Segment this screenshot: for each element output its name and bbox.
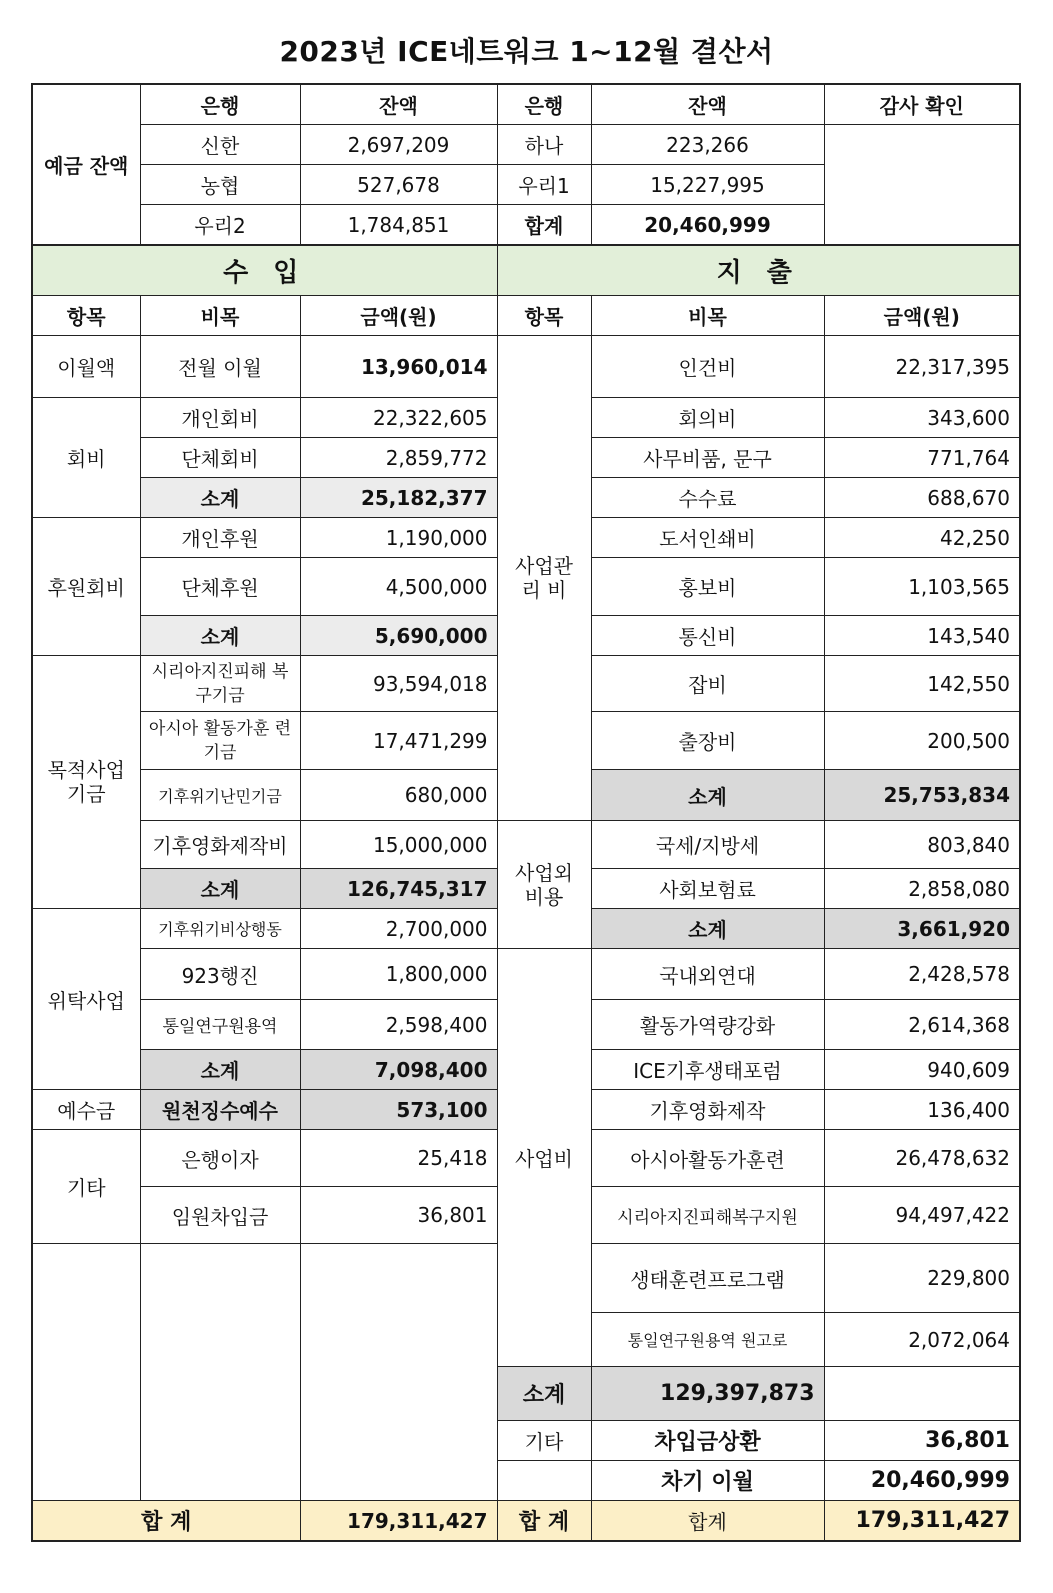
income-subtotal-label: 소계	[140, 478, 300, 518]
expense-subtotal: 25,753,834	[824, 770, 1020, 821]
income-amount: 680,000	[300, 770, 497, 821]
income-amount: 36,801	[300, 1187, 497, 1244]
income-amount: 1,800,000	[300, 949, 497, 1000]
expense-item: 아시아활동가훈련	[591, 1130, 824, 1187]
column-header-row	[32, 296, 1020, 336]
expense-item: 시리아지진피해복구지원	[591, 1187, 824, 1244]
expense-total-cat: 합 계	[497, 1501, 591, 1542]
income-category: 후원회비	[32, 518, 140, 656]
income-category: 목적사업 기금	[32, 656, 140, 909]
expense-amount: 26,478,632	[824, 1130, 1020, 1187]
income-empty-cell	[32, 1244, 140, 1501]
income-subtotal: 7,098,400	[300, 1050, 497, 1090]
deposit-header-row	[32, 84, 1020, 125]
expense-amount: 343,600	[824, 398, 1020, 438]
carry-next-label: 차기 이월	[591, 1461, 824, 1501]
expense-subtotal-label: 소계	[591, 909, 824, 949]
col-subitem: 비목	[140, 296, 300, 336]
income-item: 923행진	[140, 949, 300, 1000]
expense-amount: 136,400	[824, 1090, 1020, 1130]
expense-item: 홍보비	[591, 558, 824, 616]
expense-total-label: 합계	[591, 1501, 824, 1542]
expense-item: 회의비	[591, 398, 824, 438]
expense-amount: 771,764	[824, 438, 1020, 478]
income-amount: 4,500,000	[300, 558, 497, 616]
income-empty-cell	[140, 1244, 300, 1501]
header-bank: 은행	[140, 84, 300, 125]
bank-name: 하나	[497, 125, 591, 165]
expense-item: 출장비	[591, 712, 824, 770]
income-amount: 17,471,299	[300, 712, 497, 770]
expense-section-title: 지 출	[497, 245, 1020, 296]
expense-item: 생태훈련프로그램	[591, 1244, 824, 1313]
header-audit: 감사 확인	[824, 84, 1020, 125]
expense-amount: 2,858,080	[824, 869, 1020, 909]
income-item: 기후영화제작비	[140, 821, 300, 869]
section-header-row	[32, 245, 1020, 296]
deposit-label: 예금 잔액	[32, 84, 140, 245]
income-amount: 573,100	[300, 1090, 497, 1130]
income-item: 시리아지진피해 복구기금	[140, 656, 300, 712]
header-balance: 잔액	[591, 84, 824, 125]
expense-amount: 803,840	[824, 821, 1020, 869]
bank-name: 우리2	[140, 205, 300, 246]
income-subtotal: 5,690,000	[300, 616, 497, 656]
document-title: 2023년 ICE네트워크 1~12월 결산서	[279, 35, 774, 68]
col-item: 항목	[32, 296, 140, 336]
expense-item: 통신비	[591, 616, 824, 656]
income-category: 예수금	[32, 1090, 140, 1130]
bank-balance: 15,227,995	[591, 165, 824, 205]
bank-balance: 527,678	[300, 165, 497, 205]
income-subtotal-label: 소계	[140, 616, 300, 656]
expense-item: 수수료	[591, 478, 824, 518]
income-subtotal: 25,182,377	[300, 478, 497, 518]
audit-confirm-cell	[824, 125, 1020, 246]
income-amount: 2,859,772	[300, 438, 497, 478]
income-amount: 25,418	[300, 1130, 497, 1187]
header-bank: 은행	[497, 84, 591, 125]
expense-amount: 42,250	[824, 518, 1020, 558]
expense-item: 차입금상환	[591, 1421, 824, 1461]
income-category: 이월액	[32, 336, 140, 398]
expense-item: 인건비	[591, 336, 824, 398]
income-amount: 22,322,605	[300, 398, 497, 438]
expense-item: 사무비품, 문구	[591, 438, 824, 478]
expense-category: 사업비	[497, 949, 591, 1367]
income-subtotal-label: 소계	[140, 1050, 300, 1090]
bank-total: 20,460,999	[591, 205, 824, 246]
income-category: 회비	[32, 398, 140, 518]
col-amount: 금액(원)	[300, 296, 497, 336]
income-amount: 1,190,000	[300, 518, 497, 558]
income-section-title: 수 입	[32, 245, 497, 296]
deposit-row	[32, 125, 1020, 165]
income-item: 원천징수예수	[140, 1090, 300, 1130]
income-amount: 2,598,400	[300, 1000, 497, 1050]
income-item: 통일연구원용역	[140, 1000, 300, 1050]
income-item: 임원차입금	[140, 1187, 300, 1244]
expense-item: 도서인쇄비	[591, 518, 824, 558]
expense-empty-cell	[497, 1461, 591, 1501]
expense-subtotal: 129,397,873	[591, 1367, 824, 1421]
expense-amount: 142,550	[824, 656, 1020, 712]
income-subtotal-label: 소계	[140, 869, 300, 909]
carry-next-amount: 20,460,999	[824, 1461, 1020, 1501]
expense-item: 활동가역량강화	[591, 1000, 824, 1050]
expense-category: 사업외 비용	[497, 821, 591, 949]
income-item: 개인회비	[140, 398, 300, 438]
expense-subtotal: 3,661,920	[824, 909, 1020, 949]
col-item: 항목	[497, 296, 591, 336]
expense-amount: 940,609	[824, 1050, 1020, 1090]
expense-amount: 229,800	[824, 1244, 1020, 1313]
expense-amount: 2,614,368	[824, 1000, 1020, 1050]
income-total-label: 합 계	[32, 1501, 300, 1542]
expense-amount: 688,670	[824, 478, 1020, 518]
income-total: 179,311,427	[300, 1501, 497, 1542]
bank-balance: 1,784,851	[300, 205, 497, 246]
expense-subtotal-label: 소계	[497, 1367, 591, 1421]
expense-item: 사회보험료	[591, 869, 824, 909]
settlement-table	[31, 83, 1021, 1542]
income-item: 단체후원	[140, 558, 300, 616]
income-amount: 93,594,018	[300, 656, 497, 712]
income-amount: 13,960,014	[300, 336, 497, 398]
expense-subtotal-label: 소계	[591, 770, 824, 821]
income-item: 기후위기비상행동	[140, 909, 300, 949]
income-amount: 15,000,000	[300, 821, 497, 869]
expense-item: ICE기후생태포럼	[591, 1050, 824, 1090]
expense-amount: 143,540	[824, 616, 1020, 656]
income-category: 기타	[32, 1130, 140, 1244]
bank-name: 우리1	[497, 165, 591, 205]
expense-amount: 94,497,422	[824, 1187, 1020, 1244]
header-balance: 잔액	[300, 84, 497, 125]
income-item: 아시아 활동가훈 련기금	[140, 712, 300, 770]
expense-item: 국내외연대	[591, 949, 824, 1000]
income-subtotal: 126,745,317	[300, 869, 497, 909]
bank-balance: 223,266	[591, 125, 824, 165]
income-category: 위탁사업	[32, 909, 140, 1090]
income-empty-cell	[300, 1244, 497, 1501]
bank-balance: 2,697,209	[300, 125, 497, 165]
bank-total-label: 합계	[497, 205, 591, 246]
expense-category: 기타	[497, 1421, 591, 1461]
income-item: 기후위기난민기금	[140, 770, 300, 821]
expense-total: 179,311,427	[824, 1501, 1020, 1542]
expense-amount: 2,428,578	[824, 949, 1020, 1000]
expense-amount: 1,103,565	[824, 558, 1020, 616]
income-item: 은행이자	[140, 1130, 300, 1187]
expense-item: 잡비	[591, 656, 824, 712]
col-subitem: 비목	[591, 296, 824, 336]
expense-category: 사업관리 비	[497, 336, 591, 821]
income-amount: 2,700,000	[300, 909, 497, 949]
bank-name: 농협	[140, 165, 300, 205]
total-row	[32, 1501, 1020, 1542]
income-item: 개인후원	[140, 518, 300, 558]
income-item: 전월 이월	[140, 336, 300, 398]
expense-item: 기후영화제작	[591, 1090, 824, 1130]
expense-amount: 200,500	[824, 712, 1020, 770]
expense-item: 통일연구원용역 원고로	[591, 1313, 824, 1367]
expense-item: 국세/지방세	[591, 821, 824, 869]
expense-amount: 22,317,395	[824, 336, 1020, 398]
income-item: 단체회비	[140, 438, 300, 478]
table-row	[32, 949, 1020, 1000]
col-amount: 금액(원)	[824, 296, 1020, 336]
table-row	[32, 821, 1020, 869]
bank-name: 신한	[140, 125, 300, 165]
table-row	[32, 336, 1020, 398]
expense-amount: 36,801	[824, 1421, 1020, 1461]
expense-amount: 2,072,064	[824, 1313, 1020, 1367]
